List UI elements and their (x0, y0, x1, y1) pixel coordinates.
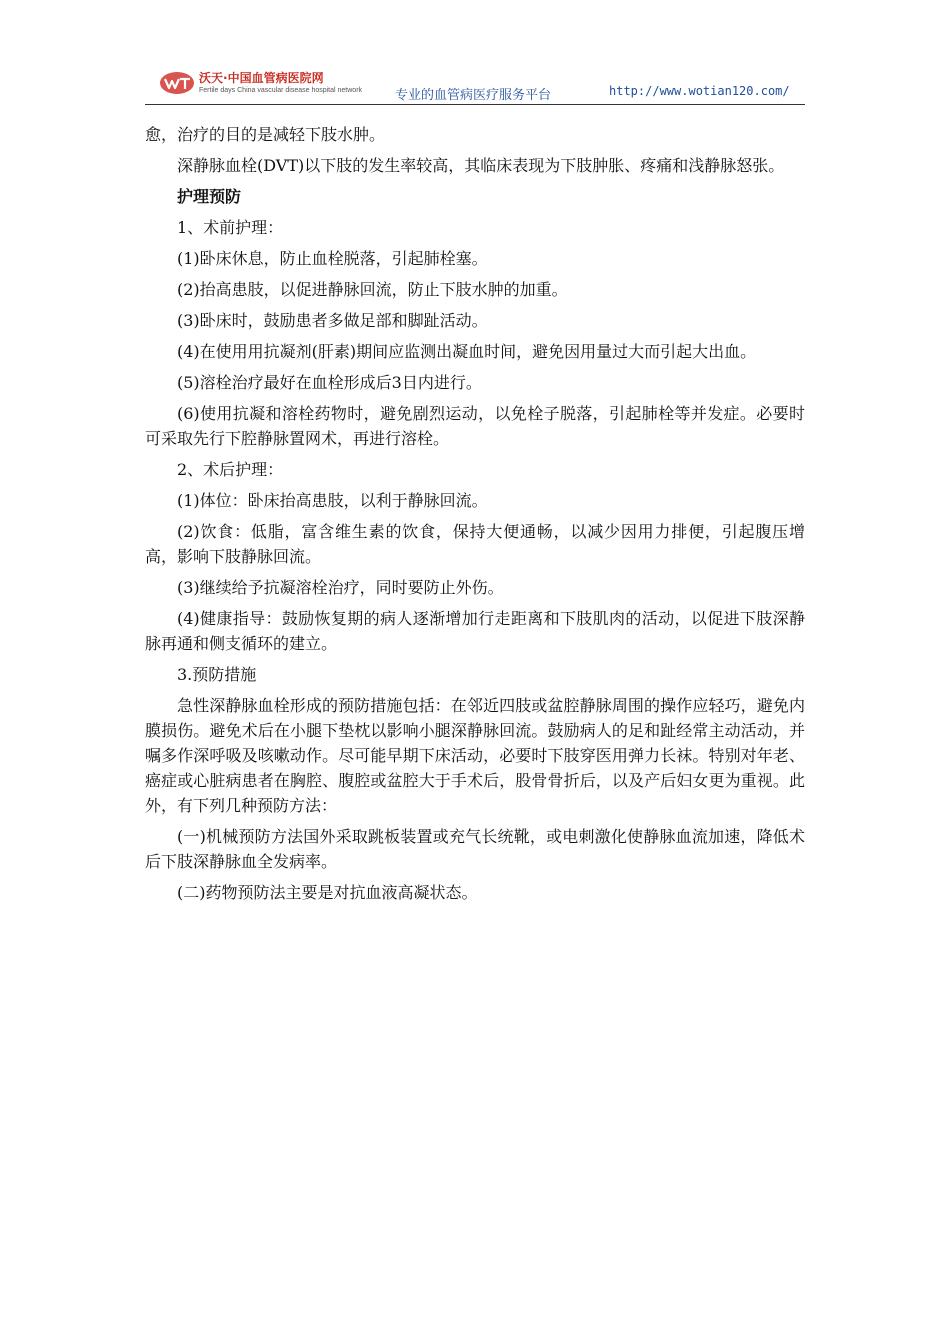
list-item: (5)溶栓治疗最好在血栓形成后3日内进行。 (177, 373, 482, 392)
section-heading: 护理预防 (177, 187, 242, 206)
list-item: (4)健康指导：鼓励恢复期的病人逐渐增加行走距离和下肢肌肉的活动，以促进下肢深静脉再通和侧支循环的建立。 (145, 609, 805, 653)
document-body (145, 122, 805, 911)
site-logo[interactable] (159, 66, 363, 100)
logo-subtitle: Fertile days China vascular disease hospital network (199, 87, 363, 94)
list-item: (6)使用抗凝和溶栓药物时，避免剧烈运动，以免栓子脱落，引起肺栓等并发症。必要时可采取先行下腔静脉置网术，再进行溶栓。 (145, 404, 805, 448)
paragraph: (二)药物预防法主要是对抗血液高凝状态。 (177, 883, 478, 902)
list-item: (3)卧床时，鼓励患者多做足部和脚趾活动。 (177, 311, 488, 330)
list-item: (1)卧床休息，防止血栓脱落，引起肺栓塞。 (177, 249, 488, 268)
list-item: (4)在使用用抗凝剂(肝素)期间应监测出凝血时间，避免因用量过大而引起大出血。 (177, 342, 757, 361)
list-item: (1)体位：卧床抬高患肢，以利于静脉回流。 (177, 491, 488, 510)
list-item: (3)继续给予抗凝溶栓治疗，同时要防止外伤。 (177, 578, 504, 597)
list-item: (2)抬高患肢，以促进静脉回流，防止下肢水肿的加重。 (177, 280, 568, 299)
logo-mark-icon (159, 70, 195, 96)
paragraph: (一)机械预防方法国外采取跳板装置或充气长统靴，或电刺激化使静脉血流加速，降低术后下肢深静脉血全发病率。 (145, 827, 805, 871)
logo-title: 沃天·中国血管病医院网 (199, 71, 324, 85)
site-url-link[interactable]: http://www.wotian120.com/ (609, 84, 790, 98)
list-item: (2)饮食：低脂，富含维生素的饮食，保持大便通畅，以减少因用力排便，引起腹压增高，影响下肢静脉回流。 (145, 522, 805, 566)
paragraph: 急性深静脉血栓形成的预防措施包括：在邻近四肢或盆腔静脉周围的操作应轻巧，避免内膜损伤。避免术后在小腿下垫枕以影响小腿深静脉回流。鼓励病人的足和趾经常主动活动，并嘱多作深呼吸及咳嗽动作。尽可能早期下床活动，必要时下肢穿医用弹力长袜。特别对年老、癌症或心脏病患者在胸腔、腹腔或盆腔大于手术后，股骨骨折后，以及产后妇女更为重视。此外，有下列几种预防方法： (145, 696, 805, 815)
subsection-heading: 2、术后护理： (177, 460, 284, 479)
site-tagline: 专业的血管病医疗服务平台 (395, 88, 552, 103)
subsection-heading: 3.预防措施 (177, 665, 257, 684)
paragraph: 愈，治疗的目的是减轻下肢水肿。 (145, 125, 386, 144)
page-header (145, 64, 805, 105)
subsection-heading: 1、术前护理： (177, 218, 284, 237)
paragraph: 深静脉血栓(DVT)以下肢的发生率较高，其临床表现为下肢肿胀、疼痛和浅静脉怒张。 (177, 156, 785, 175)
